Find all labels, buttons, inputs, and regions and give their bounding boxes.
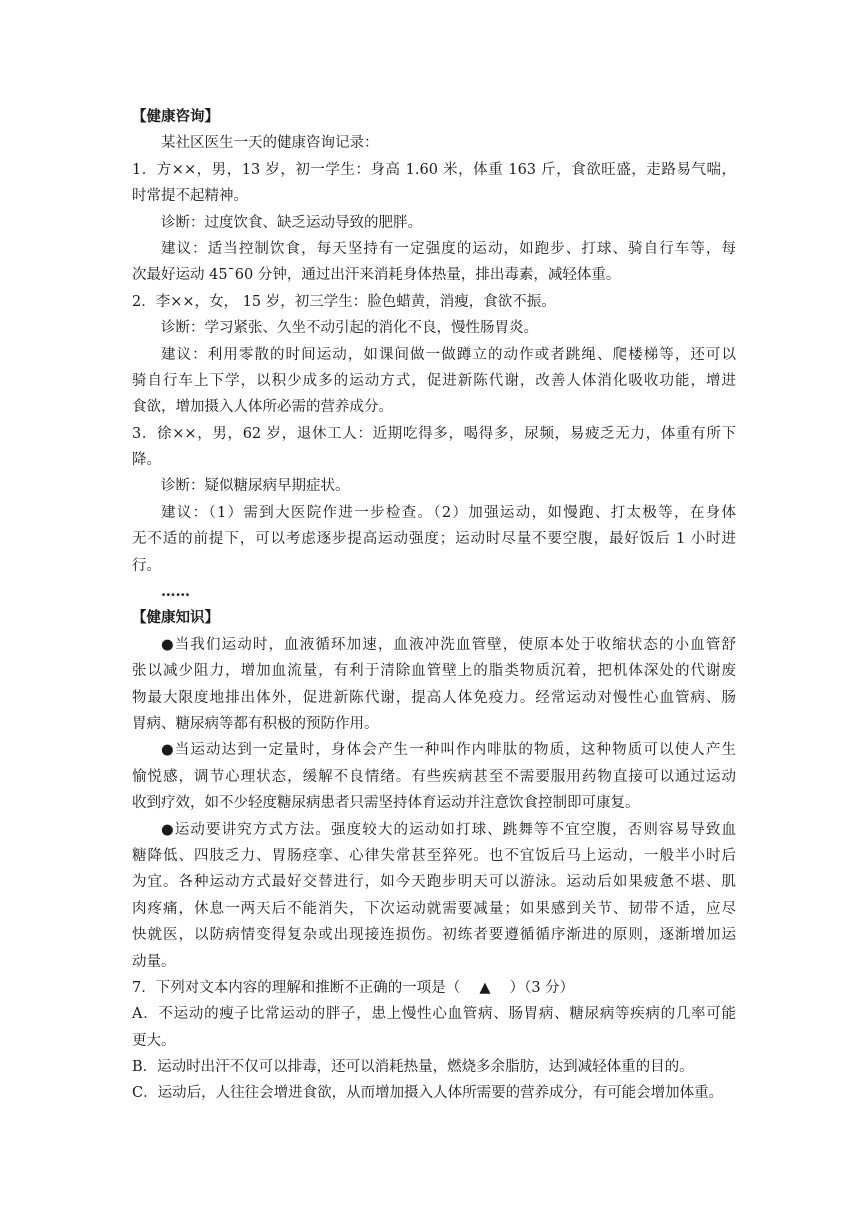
case2-diagnosis: 诊断：学习紧张、久坐不动引起的消化不良，慢性肠胃炎。 bbox=[161, 320, 538, 337]
option-b: B．运动时出汗不仅可以排毒，还可以消耗热量，燃烧多余脂肪，达到减轻体重的目的。 bbox=[132, 1059, 694, 1076]
knowledge-p2-line2: 愉悦感，调节心理状态，缓解不良情绪。有些疾病甚至不需要服用药物直接可以通过运动 bbox=[132, 768, 736, 785]
knowledge-p2-line1: ●当运动达到一定量时，身体会产生一种叫作内啡肽的物质，这种物质可以使人产生 bbox=[161, 742, 736, 759]
section-heading-consult: 【健康咨询】 bbox=[132, 109, 219, 125]
knowledge-p3-line5: 快就医，以防病情变得复杂或出现接连损伤。初练者要遵循循序渐进的原则，逐渐增加运 bbox=[132, 927, 736, 944]
case2-advice-line2: 骑自行车上下学，以积少成多的运动方式，促进新陈代谢，改善人体消化吸收功能，增进 bbox=[132, 372, 736, 389]
case2-advice-line1: 建议：利用零散的时间运动，如课间做一做蹲立的动作或者跳绳、爬楼梯等，还可以 bbox=[161, 346, 736, 363]
knowledge-p2-line3: 收到疗效，如不少轻度糖尿病患者只需坚持体育运动并注意饮食控制即可康复。 bbox=[132, 795, 640, 812]
question-stem: 7．下列对文本内容的理解和推断不正确的一项是（ ▲ ）（3 分） bbox=[132, 979, 575, 996]
document-page bbox=[132, 104, 736, 1107]
case3-diagnosis: 诊断：疑似糖尿病早期症状。 bbox=[161, 478, 350, 495]
knowledge-p3-line3: 为宜。各种运动方式最好交替进行，如今天跑步明天可以游泳。运动后如果疲惫不堪、肌 bbox=[132, 874, 736, 891]
case3-advice-line1: 建议：（1）需到大医院作进一步检查。（2）加强运动，如慢跑、打太极等，在身体 bbox=[161, 504, 736, 521]
case3-advice-line2: 无不适的前提下，可以考虑逐步提高运动强度；运动时尽量不要空腹，最好饭后 1 小时进 bbox=[132, 531, 736, 548]
knowledge-p1-line1: ●当我们运动时，血液循环加速，血液冲洗血管壁，使原本处于收缩状态的小血管舒 bbox=[161, 636, 736, 653]
case2-line1: 2．李××，女， 15 岁，初三学生：脸色蜡黄，消瘦，食欲不振。 bbox=[132, 293, 556, 310]
section-heading-knowledge: 【健康知识】 bbox=[132, 610, 219, 627]
knowledge-p3-line1: ●运动要讲究方式方法。强度较大的运动如打球、跳舞等不宜空腹，否则容易导致血 bbox=[161, 821, 736, 838]
option-a-line2: 更大。 bbox=[132, 1032, 176, 1049]
consult-intro: 某社区医生一天的健康咨询记录： bbox=[161, 135, 379, 152]
case1-line2: 时常提不起精神。 bbox=[132, 188, 248, 205]
consult-ellipsis: …… bbox=[161, 583, 190, 601]
case1-advice-line1: 建议：适当控制饮食，每天坚持有一定强度的运动，如跑步、打球、骑自行车等，每 bbox=[161, 240, 736, 257]
knowledge-p3-line4: 肉疼痛，休息一两天后不能消失，下次运动就需要减量；如果感到关节、韧带不适，应尽 bbox=[132, 900, 736, 917]
knowledge-p1-line3: 物最大限度地排出体外，促进新陈代谢，提高人体免疫力。经常运动对慢性心血管病、肠 bbox=[132, 689, 736, 706]
case3-line1: 3．徐××，男，62 岁，退休工人：近期吃得多，喝得多，尿频，易疲乏无力，体重有所下 bbox=[132, 425, 736, 442]
knowledge-p3-line6: 动量。 bbox=[132, 953, 176, 970]
case2-advice-line3: 食欲，增加摄入人体所必需的营养成分。 bbox=[132, 399, 393, 416]
knowledge-p1-line2: 张以减少阻力，增加血流量，有利于清除血管壁上的脂类物质沉着，把机体深处的代谢废 bbox=[132, 663, 736, 680]
case1-line1: 1．方××，男，13 岁，初一学生：身高 1.60 米，体重 163 斤，食欲旺盛，走路易气喘， bbox=[132, 161, 736, 178]
case3-line2: 降。 bbox=[132, 452, 161, 469]
option-a-line1: A．不运动的瘦子比常运动的胖子，患上慢性心血管病、肠胃病、糖尿病等疾病的几率可能 bbox=[132, 1006, 736, 1023]
case1-diagnosis: 诊断：过度饮食、缺乏运动导致的肥胖。 bbox=[161, 214, 422, 231]
case3-advice-line3: 行。 bbox=[132, 557, 161, 574]
knowledge-p3-line2: 糖降低、四肢乏力、胃肠痉挛、心律失常甚至猝死。也不宜饭后马上运动，一般半小时后 bbox=[132, 847, 736, 864]
option-c: C．运动后，人往往会增进食欲，从而增加摄入人体所需要的营养成分，有可能会增加体重。 bbox=[132, 1085, 724, 1102]
case1-advice-line2: 次最好运动 45¯60 分钟，通过出汗来消耗身体热量，排出毒素，减轻体重。 bbox=[132, 267, 621, 284]
knowledge-p1-line4: 胃病、糖尿病等都有积极的预防作用。 bbox=[132, 715, 379, 732]
